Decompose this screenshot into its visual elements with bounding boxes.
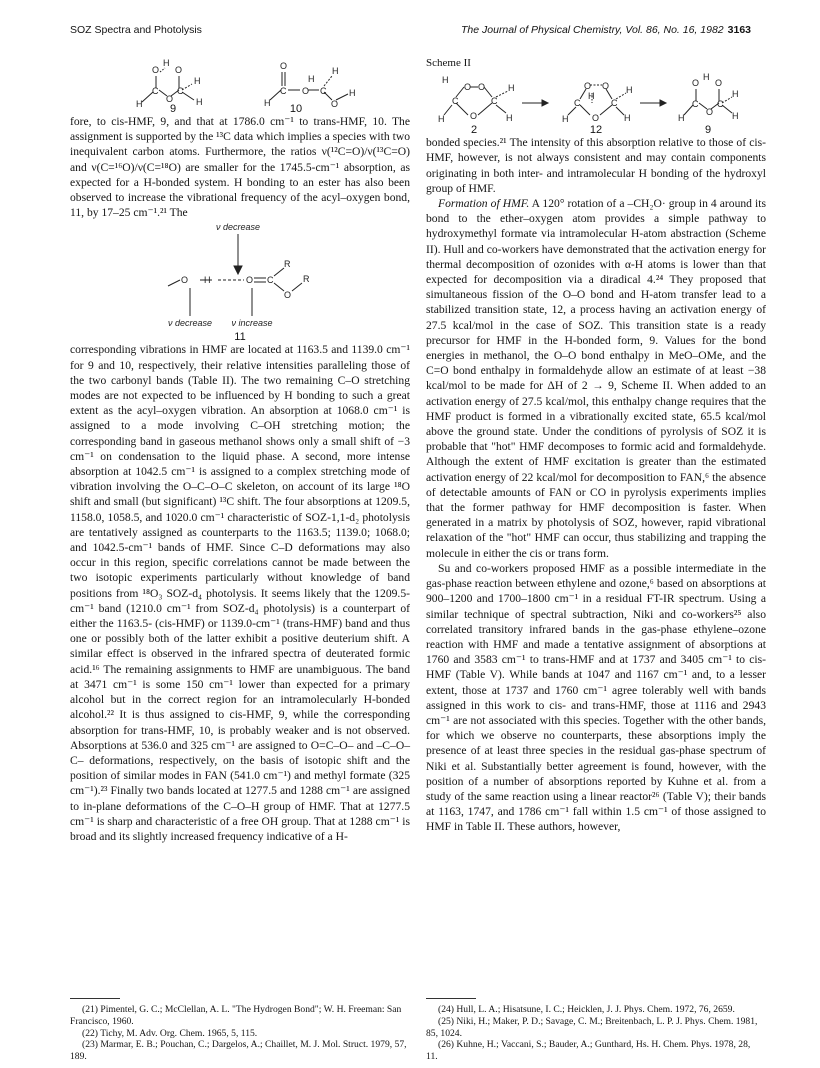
left-paragraph-2: corresponding vibrations in HMF are located at 1163.5 and 1139.0 cm⁻¹ for 9 and 10, respectively, their relative intensities paralleling those of the two carbonyl bands (Table II). The two remaining C–O stretching modes are not expected to be influenced by H bonding to such a great extent as the acyl–oxygen vibration. An absorption at 1068.0 cm⁻¹ is assigned to a mode involving C–OH stretching motion; the corresponding band in gaseous methanol shows only a small shift of −3 cm⁻¹ on condensation to the liquid phase. A second, more intense absorption at 1042.5 cm⁻¹ is assigned to a complex stretching mode of vibration involving the O–C–O–C skeleton, on account of its large ¹⁸O shift and small (but significant) ¹³C shift. The four absorptions at 1209.5, 1158.0, 1058.5, and 1020.0 cm⁻¹ characteristic of SOZ-1,1-d₂ photolysis are tentatively assigned as counterparts to the 1163.5; 1139.0; 1068.0; and 1042.5-cm⁻¹ bands of HMF. Since C–D deformations may also occur in this region, specific correlations cannot be made between the two isotopic experiments particularly without knowledge of band positions from ¹⁸O₃ SOZ-d₄ photolysis. It seems likely that the 1209.5-cm⁻¹ band (1210.0 cm⁻¹ from SOZ-d₄ photolysis) is a counterpart of either the 1163.5- (cis-HMF) or 1139.0-cm⁻¹ (trans-HMF) band and thus one or possibly both of the latter exhibit a positive deuterium shift. A similar effect is observed in the infrared spectra of deuterated formic acid.¹⁶ The remaining assignments to HMF are unambiguous. The band at 3471 cm⁻¹ is some 150 cm⁻¹ lower than expected for a primary alcohol but in the correct region for an intramolecularly H-bonded alcohol.²² It is thus assigned to cis-HMF, 9, while the corresponding absorption for trans-HMF, 10, is probably weaker and is not observed. Absorptions at 536.0 and 325 cm⁻¹ are assigned to O=C–O– and –C–O–C– deformations, respectively, on the basis of isotopic shift and the position of similar modes in FAN (541.0 cm⁻¹) and methyl formate (325 cm⁻¹).²³ Finally two bands located at 1277.5 and 1288 cm⁻¹ are assigned to in-plane deformations of the C–O–H group of HMF. That at 1277.5 cm⁻¹ is sharp and characteristic of a free OH group. That at 1288 cm⁻¹ is broad and its slightly increased frequency indicative of a H- [70,343,410,843]
footnote-21: (21) Pimentel, G. C.; McClellan, A. L. "The Hydrogen Bond"; W. H. Freeman: San Francisco, 1960. [70,1004,402,1027]
journal-citation: The Journal of Physical Chemistry, Vol. 86, No. 16, 1982 [461,24,724,36]
svg-text:H: H [136,99,143,109]
svg-text:H: H [588,91,595,102]
svg-text:O: O [602,81,610,92]
right-paragraph-1: bonded species.²¹ The intensity of this absorption relative to those of cis-HMF, however, is not always consistent and may contain components originating in both inter- and intramolecular H bonding of the hydroxyl group of HMF. [426,136,766,195]
right-paragraph-2-text: A 120° rotation of a –CH₂O· group in 4 around its bond to the ether–oxygen atom provides a simple pathway to hydroxymethyl formate via intramolecular H-atom abstraction (Scheme II). Hull and co-workers have demonstrated that the activation energy for thermal decomposition of ozonides with α-H atoms is lower than that expected for decomposition via a diradical 4.²⁴ They proposed that simultaneous fission of the O–O bond and H-atom transfer lead to a stabilized transition state, 12, a process having an activation energy of 27.5 kcal/mol in the case of SOZ. This transition state is a ready precursor for HMF in the H-bonded form, 9. Values for the bond energies in methanol, the O–O bond enthalpy in MeO–OMe, and the C=O bond enthalpy in formaldehyde allow an estimate of at least −38 kcal/mol to be made for ΔH of 2 → 9, Scheme II. When added to an activation energy of 27.5 kcal/mol, this enthalpy change requires that the HMF product is formed in a vibrationally excited state, 65.5 kcal/mol above the ground state. Under the conditions of pyrolysis of SOZ it is probable that "hot" HMF decomposes to formic acid and formaldehyde. Although the extent of HMF excitation is greater than the estimated activation energy of 22 kcal/mol for decomposition to FAN,⁶ the absence of detectable amounts of FAN or CO in pyrolysis experiments implies that the former pathway for HMF decomposition is faster. When generated in a matrix by photolysis of SOZ, however, rapid vibrational relaxation of the "hot" HMF can occur, thus stabilizing and trapping the molecule in either the cis or trans form. [426,197,766,560]
footnote-23: (23) Marmar, E. B.; Pouchan, C.; Dargelos, A.; Chaillet, M. J. Mol. Struct. 1979, 57, 189. [70,1039,407,1063]
svg-text:O: O [470,111,478,122]
svg-text:H: H [562,114,569,125]
svg-text:H: H [204,275,211,286]
svg-text:H: H [332,66,339,76]
left-column [70,56,410,844]
svg-text:O: O [331,99,339,109]
footnote-22: (22) Tichy, M. Adv. Org. Chem. 1965, 5, 115. [82,1027,258,1039]
compound-number-12: 12 [589,124,603,136]
nu-decrease-top-label: ν decrease [215,222,261,233]
svg-text:O: O [152,65,160,75]
svg-text:O: O [175,65,183,75]
right-column [426,56,766,835]
svg-text:H: H [264,98,271,108]
svg-text:H: H [196,97,203,107]
svg-text:H: H [163,58,170,68]
svg-text:H: H [624,113,631,124]
svg-text:H: H [506,113,513,124]
svg-text:H: H [703,73,710,83]
footnote-rule-right [426,998,476,999]
svg-text:H: H [732,111,739,122]
svg-text:C: C [611,98,618,109]
svg-text:H: H [626,85,633,96]
svg-text:O: O [284,290,292,301]
footnotes-left [70,1004,408,1063]
running-head-left: SOZ Spectra and Photolysis [70,24,202,36]
svg-text:O: O [715,78,723,89]
svg-text:C: C [267,275,274,286]
footnote-26: (26) Kuhne, H.; Vaccani, S.; Bauder, A.; Gunthard, Hs. H. Chem. Phys. 1978, 28, 11. [426,1039,751,1063]
scheme-2 [426,73,766,135]
running-head-right [461,24,751,36]
nu-increase-label: ν increase [231,318,273,329]
structures-9-10 [70,56,410,114]
svg-text:O: O [706,107,714,118]
svg-text:C: C [452,96,459,107]
footnote-24: (24) Hull, L. A.; Hisatsune, I. C.; Heicklen, J. J. Phys. Chem. 1972, 76, 2659. [438,1004,735,1015]
compound-number-11: 11 [234,331,246,343]
svg-text:H: H [508,83,515,94]
svg-text:O: O [181,275,189,286]
svg-text:C: C [491,96,498,107]
svg-text:O: O [464,82,472,93]
svg-text:H: H [308,74,315,84]
svg-text:O: O [302,86,310,96]
svg-text:H: H [732,89,739,100]
section-heading-formation: Formation of HMF. [438,197,530,211]
svg-text:O: O [280,61,288,71]
page-number: 3163 [727,24,751,36]
svg-text:C: C [692,99,699,110]
svg-text:R: R [284,259,291,270]
svg-text:H: H [349,88,356,98]
svg-text:O: O [246,275,254,286]
left-paragraph-1: fore, to cis-HMF, 9, and that at 1786.0 cm⁻¹ to trans-HMF, 10. The assignment is supported by the ¹³C data which implies a species with two inequivalent carbon atoms. Furthermore, the ratios ν(¹²C=O)/ν(¹³C=O) and ν(C=¹⁶O)/ν(C=¹⁸O) are smaller for the 1745.5-cm⁻¹ absorption, as expected for a H-bonded system. H bonding to an ester has also been observed to increase the vibrational frequency of the acyl–oxygen bond, 11, by 17–25 cm⁻¹.²¹ The [70,115,410,220]
structure-11 [70,220,410,342]
footnote-25: (25) Niki, H.; Maker, P. D.; Savage, C. M.; Breitenbach, L. P. J. Phys. Chem. 1981, 85, 1024. [426,1015,758,1039]
footnote-rule-left [70,998,120,999]
footnotes-right [426,1004,764,1063]
nu-decrease-bottom-label: ν decrease [167,318,213,329]
right-paragraph-3: Su and co-workers proposed HMF as a possible intermediate in the gas-phase reaction between ethylene and ozone,⁶ based on absorptions at 900–1200 and 1700–1800 cm⁻¹ in a residual FT-IR spectrum. Using a similar technique of spectral subtraction, Niki and co-workers²⁵ also correlated transitory infrared bands in the gas-phase ethylene–ozone reaction with HMF and made a tentative assignment of absorptions at 1760 and 3583 cm⁻¹ to trans-HMF and at 1737 and 3405 cm⁻¹ to cis-HMF (Table V). While bands at 1047 and 1167 cm⁻¹ and, to a lesser extent, those at 1737 and 1760 cm⁻¹ agree tolerably well with bands assigned in this work to cis- and trans-HMF, those at 1116 and 2943 cm⁻¹ are not associated with this species. Together with the other bands, for which we observe no counterparts, these absorptions imply the presence of at least three species in the residual gas-phase spectrum of Niki et al. Substantially better agreement is found, however, with the position of a number of absorptions reported by Kuhne et al. from a study of the same reaction using a linear reactor²⁶ (Table V); their bands at 1163, 1747, and 1786 cm⁻¹ fall within 1.5 cm⁻¹ of those assigned to HMF in Table II. These authors, however, [426,561,766,834]
svg-text:C: C [177,86,184,96]
svg-text:H: H [442,75,449,86]
svg-text:C: C [320,86,327,96]
svg-text:O: O [478,82,486,93]
svg-text:O: O [584,81,592,92]
svg-text:H: H [438,114,445,125]
scheme-title: Scheme II [426,57,471,69]
compound-number-10: 10 [289,103,303,114]
svg-text:O: O [692,78,700,89]
right-paragraph-2 [426,196,766,561]
svg-text:R: R [303,274,310,285]
svg-text:O: O [592,113,600,124]
compound-number-9-scheme: 9 [704,124,712,136]
svg-text:C: C [574,98,581,109]
svg-text:O: O [166,94,174,104]
svg-text:C: C [280,86,287,96]
svg-text:H: H [678,113,685,124]
svg-text:H: H [194,76,201,86]
svg-text:C: C [152,86,159,96]
compound-number-2: 2 [470,124,478,136]
compound-number-9: 9 [169,103,177,114]
svg-text:C: C [717,99,724,110]
